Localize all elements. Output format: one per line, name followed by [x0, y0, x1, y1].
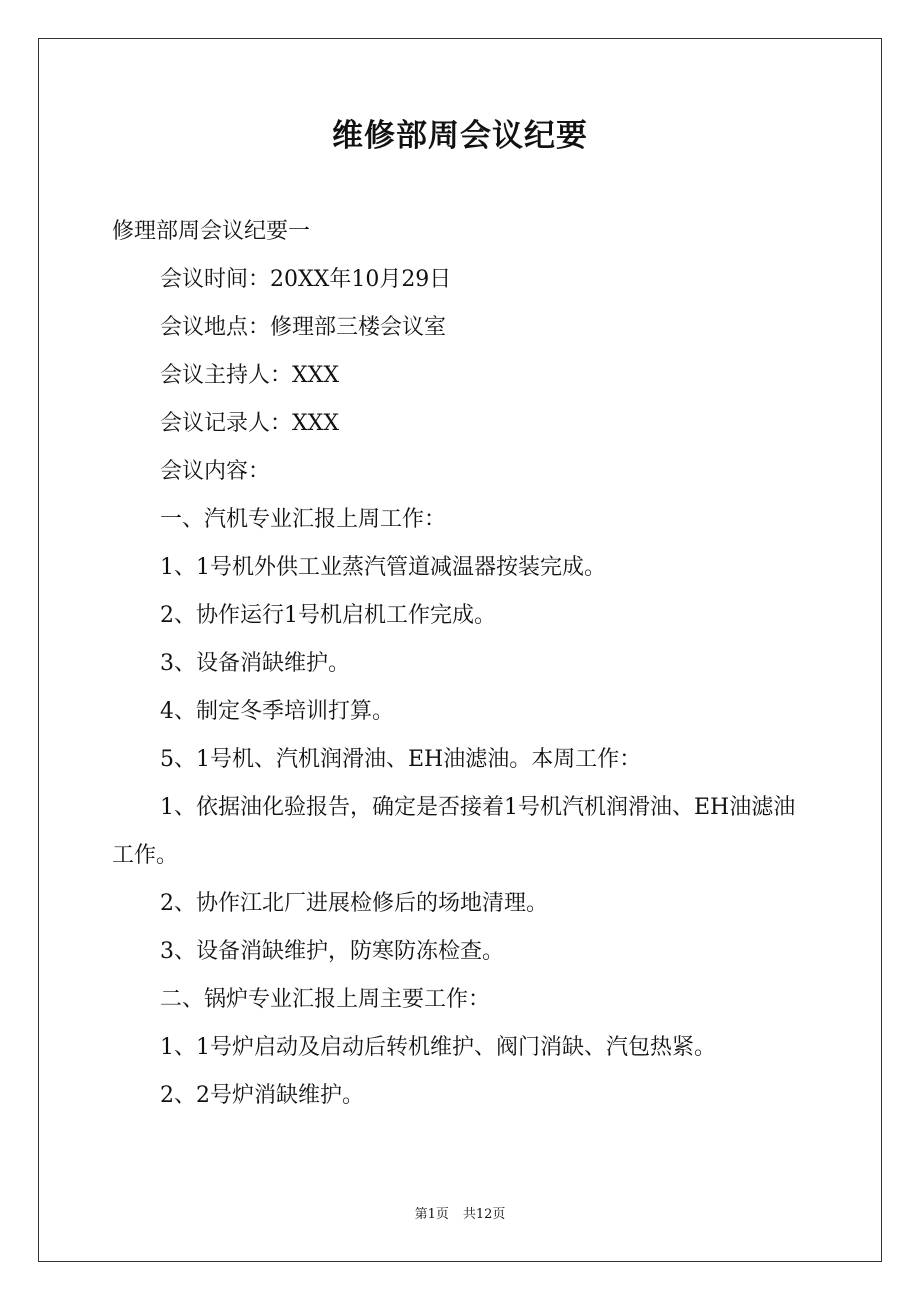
paragraph: 1、依据油化验报告，确定是否接着1号机汽机润滑油、EH油滤油工作。: [112, 795, 796, 868]
paragraph: 2、协作运行1号机启机工作完成。: [160, 603, 496, 628]
section-heading: 修理部周会议纪要一: [112, 219, 311, 244]
turbine-report-heading: 一、汽机专业汇报上周工作：: [160, 507, 447, 532]
meeting-recorder: 会议记录人：XXX: [160, 411, 339, 436]
document-title: 维修部周会议纪要: [332, 118, 588, 154]
paragraph: 4、制定冬季培训打算。: [160, 699, 394, 724]
meeting-host: 会议主持人：XXX: [160, 363, 339, 388]
paragraph: 1、1号炉启动及启动后转机维护、阀门消缺、汽包热紧。: [160, 1035, 716, 1060]
paragraph: 3、设备消缺维护，防寒防冻检查。: [160, 939, 504, 964]
meeting-location: 会议地点：修理部三楼会议室: [160, 315, 447, 340]
paragraph: 2、协作江北厂进展检修后的场地清理。: [160, 891, 548, 916]
meeting-time: 会议时间：20XX年10月29日: [160, 267, 452, 292]
paragraph: 1、1号机外供工业蒸汽管道减温器按装完成。: [160, 555, 606, 580]
paragraph: 2、2号炉消缺维护。: [160, 1083, 364, 1108]
page-total: 共12页: [462, 1207, 506, 1222]
boiler-report-heading: 二、锅炉专业汇报上周主要工作：: [160, 987, 491, 1012]
page-number: 第1页: [414, 1207, 449, 1222]
document-body: [112, 208, 812, 1120]
paragraph: 3、设备消缺维护。: [160, 651, 350, 676]
meeting-content-label: 会议内容：: [160, 459, 271, 484]
page-footer: [0, 1205, 920, 1225]
paragraph: 5、1号机、汽机润滑油、EH油滤油。本周工作：: [160, 747, 642, 772]
